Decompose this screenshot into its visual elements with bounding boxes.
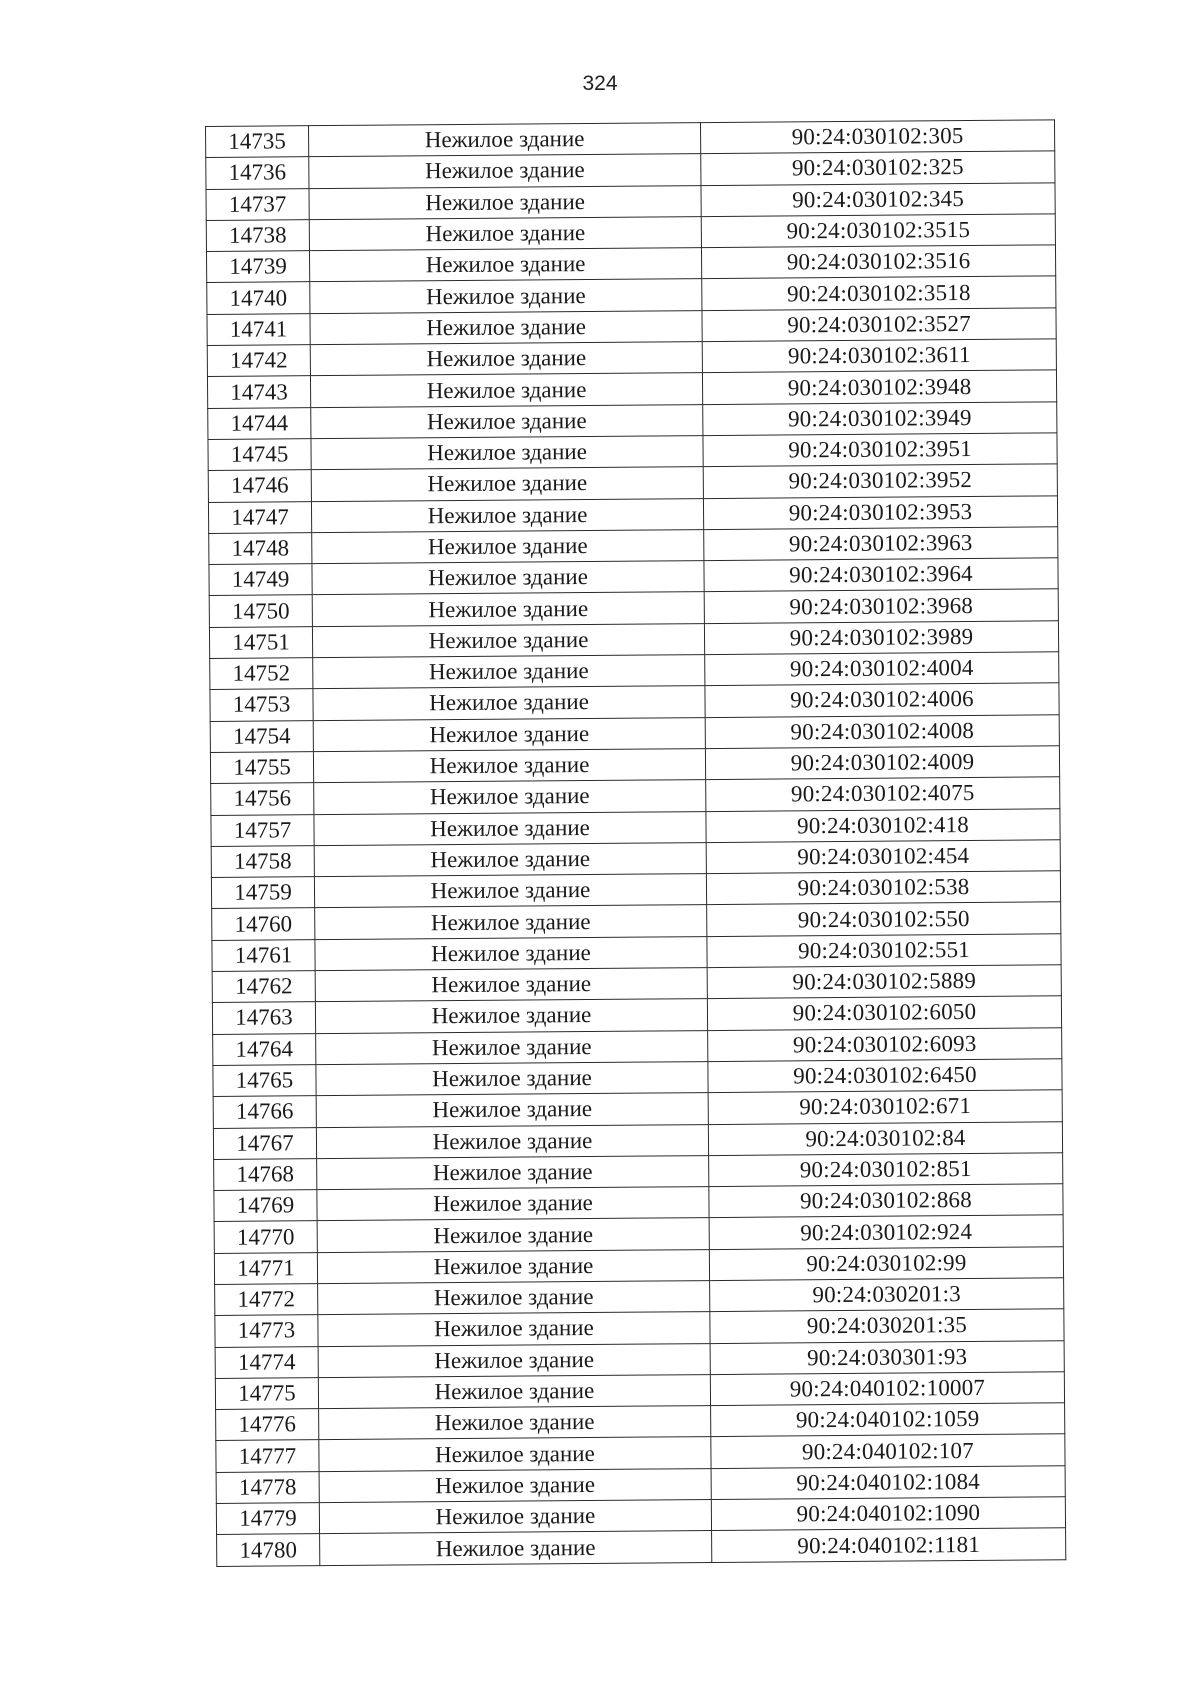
row-number-cell: 14771 — [214, 1252, 317, 1284]
cadastral-number-cell: 90:24:030102:4008 — [705, 714, 1059, 748]
object-type-cell: Нежилое здание — [317, 1218, 709, 1252]
cadastral-number-cell: 90:24:030102:550 — [707, 902, 1061, 936]
object-type-cell: Нежилое здание — [316, 1124, 708, 1158]
cadastral-number-cell: 90:24:030102:3951 — [703, 433, 1057, 467]
object-type-cell: Нежилое здание — [316, 1061, 708, 1095]
object-type-cell: Нежилое здание — [310, 342, 702, 376]
object-type-cell: Нежилое здание — [309, 185, 701, 219]
cadastral-number-cell: 90:24:030301:93 — [710, 1340, 1064, 1374]
cadastral-number-cell: 90:24:030102:924 — [709, 1215, 1063, 1249]
object-type-cell: Нежилое здание — [312, 592, 704, 626]
row-number-cell: 14735 — [206, 126, 309, 158]
cadastral-number-cell: 90:24:030102:325 — [701, 151, 1055, 185]
cadastral-number-cell: 90:24:030102:3952 — [703, 464, 1057, 498]
row-number-cell: 14742 — [207, 345, 310, 377]
object-type-cell: Нежилое здание — [313, 686, 705, 720]
cadastral-number-cell: 90:24:030102:538 — [706, 871, 1060, 905]
cadastral-number-cell: 90:24:030102:551 — [707, 934, 1061, 968]
row-number-cell: 14770 — [214, 1221, 317, 1253]
object-type-cell: Нежилое здание — [319, 1500, 711, 1534]
object-type-cell: Нежилое здание — [320, 1531, 712, 1565]
object-type-cell: Нежилое здание — [314, 780, 706, 814]
object-type-cell: Нежилое здание — [318, 1312, 710, 1346]
cadastral-number-cell: 90:24:030102:6093 — [708, 1027, 1062, 1061]
row-number-cell: 14754 — [210, 720, 313, 752]
row-number-cell: 14778 — [216, 1471, 319, 1503]
cadastral-number-cell: 90:24:040102:10007 — [710, 1372, 1064, 1406]
cadastral-number-cell: 90:24:030102:3953 — [703, 495, 1057, 529]
row-number-cell: 14767 — [213, 1127, 316, 1159]
row-number-cell: 14780 — [217, 1534, 320, 1566]
row-number-cell: 14739 — [206, 251, 309, 283]
cadastral-number-cell: 90:24:040102:1090 — [711, 1497, 1065, 1531]
cadastral-number-cell: 90:24:030102:3989 — [704, 621, 1058, 655]
row-number-cell: 14772 — [215, 1284, 318, 1316]
row-number-cell: 14775 — [215, 1378, 318, 1410]
row-number-cell: 14744 — [208, 407, 311, 439]
row-number-cell: 14763 — [212, 1002, 315, 1034]
cadastral-number-cell: 90:24:030102:6450 — [708, 1059, 1062, 1093]
object-type-cell: Нежилое здание — [311, 467, 703, 501]
row-number-cell: 14764 — [213, 1033, 316, 1065]
object-type-cell: Нежилое здание — [316, 1030, 708, 1064]
object-type-cell: Нежилое здание — [313, 717, 705, 751]
object-type-cell: Нежилое здание — [316, 1093, 708, 1127]
row-number-cell: 14743 — [207, 376, 310, 408]
cadastral-number-cell: 90:24:030102:3964 — [704, 558, 1058, 592]
cadastral-number-cell: 90:24:030102:3949 — [703, 401, 1057, 435]
row-number-cell: 14737 — [206, 188, 309, 220]
cadastral-number-cell: 90:24:030102:3948 — [702, 370, 1056, 404]
object-type-cell: Нежилое здание — [315, 999, 707, 1033]
object-type-cell: Нежилое здание — [309, 248, 701, 282]
object-type-cell: Нежилое здание — [314, 811, 706, 845]
cadastral-number-cell: 90:24:030102:3518 — [702, 276, 1056, 310]
object-type-cell: Нежилое здание — [311, 404, 703, 438]
row-number-cell: 14760 — [212, 908, 315, 940]
object-type-cell: Нежилое здание — [317, 1155, 709, 1189]
row-number-cell: 14736 — [206, 157, 309, 189]
object-type-cell: Нежилое здание — [313, 655, 705, 689]
row-number-cell: 14769 — [214, 1190, 317, 1222]
cadastral-number-cell: 90:24:040102:1084 — [711, 1466, 1065, 1500]
object-type-cell: Нежилое здание — [312, 623, 704, 657]
table-row — [217, 1528, 1066, 1566]
object-type-cell: Нежилое здание — [315, 968, 707, 1002]
cadastral-number-cell: 90:24:030102:868 — [709, 1184, 1063, 1218]
row-number-cell: 14766 — [213, 1096, 316, 1128]
row-number-cell: 14748 — [209, 533, 312, 565]
row-number-cell: 14756 — [211, 783, 314, 815]
row-number-cell: 14758 — [211, 845, 314, 877]
row-number-cell: 14765 — [213, 1065, 316, 1097]
cadastral-number-cell: 90:24:030102:305 — [700, 120, 1054, 154]
row-number-cell: 14753 — [210, 689, 313, 721]
cadastral-number-cell: 90:24:030102:4075 — [706, 777, 1060, 811]
object-type-cell: Нежилое здание — [310, 373, 702, 407]
object-type-cell: Нежилое здание — [311, 498, 703, 532]
row-number-cell: 14749 — [209, 564, 312, 596]
page-number: 324 — [582, 72, 618, 95]
object-type-cell: Нежилое здание — [318, 1374, 710, 1408]
row-number-cell: 14752 — [210, 658, 313, 690]
cadastral-number-cell: 90:24:030102:6050 — [707, 996, 1061, 1030]
cadastral-number-cell: 90:24:040102:1059 — [711, 1403, 1065, 1437]
row-number-cell: 14779 — [216, 1503, 319, 1535]
cadastral-number-cell: 90:24:030102:5889 — [707, 965, 1061, 999]
object-type-cell: Нежилое здание — [313, 749, 705, 783]
registry-table — [205, 119, 1066, 1566]
row-number-cell: 14751 — [209, 626, 312, 658]
row-number-cell: 14761 — [212, 939, 315, 971]
cadastral-number-cell: 90:24:030102:3527 — [702, 308, 1056, 342]
row-number-cell: 14776 — [216, 1409, 319, 1441]
cadastral-number-cell: 90:24:030102:99 — [709, 1246, 1063, 1280]
object-type-cell: Нежилое здание — [317, 1187, 709, 1221]
row-number-cell: 14746 — [208, 470, 311, 502]
row-number-cell: 14757 — [211, 814, 314, 846]
cadastral-number-cell: 90:24:030102:3611 — [702, 339, 1056, 373]
object-type-cell: Нежилое здание — [319, 1406, 711, 1440]
object-type-cell: Нежилое здание — [312, 561, 704, 595]
object-type-cell: Нежилое здание — [311, 436, 703, 470]
object-type-cell: Нежилое здание — [315, 905, 707, 939]
cadastral-number-cell: 90:24:030102:345 — [701, 182, 1055, 216]
row-number-cell: 14740 — [207, 282, 310, 314]
object-type-cell: Нежилое здание — [309, 123, 701, 157]
object-type-cell: Нежилое здание — [309, 154, 701, 188]
row-number-cell: 14773 — [215, 1315, 318, 1347]
cadastral-number-cell: 90:24:030102:3515 — [701, 214, 1055, 248]
cadastral-number-cell: 90:24:030201:3 — [710, 1278, 1064, 1312]
cadastral-number-cell: 90:24:030102:3516 — [701, 245, 1055, 279]
object-type-cell: Нежилое здание — [319, 1468, 711, 1502]
object-type-cell: Нежилое здание — [312, 529, 704, 563]
row-number-cell: 14777 — [216, 1440, 319, 1472]
object-type-cell: Нежилое здание — [317, 1249, 709, 1283]
row-number-cell: 14755 — [210, 752, 313, 784]
object-type-cell: Нежилое здание — [318, 1343, 710, 1377]
row-number-cell: 14759 — [211, 877, 314, 909]
row-number-cell: 14762 — [212, 971, 315, 1003]
cadastral-number-cell: 90:24:030102:84 — [708, 1121, 1062, 1155]
cadastral-number-cell: 90:24:030102:418 — [706, 808, 1060, 842]
cadastral-number-cell: 90:24:040102:107 — [711, 1434, 1065, 1468]
cadastral-number-cell: 90:24:030102:671 — [708, 1090, 1062, 1124]
cadastral-number-cell: 90:24:030102:3968 — [704, 589, 1058, 623]
row-number-cell: 14738 — [206, 220, 309, 252]
object-type-cell: Нежилое здание — [315, 936, 707, 970]
object-type-cell: Нежилое здание — [314, 842, 706, 876]
object-type-cell: Нежилое здание — [309, 216, 701, 250]
cadastral-number-cell: 90:24:040102:1181 — [712, 1528, 1066, 1562]
object-type-cell: Нежилое здание — [319, 1437, 711, 1471]
cadastral-number-cell: 90:24:030102:4004 — [705, 652, 1059, 686]
object-type-cell: Нежилое здание — [318, 1281, 710, 1315]
cadastral-number-cell: 90:24:030201:35 — [710, 1309, 1064, 1343]
cadastral-number-cell: 90:24:030102:4009 — [705, 746, 1059, 780]
row-number-cell: 14747 — [208, 501, 311, 533]
cadastral-number-cell: 90:24:030102:851 — [709, 1153, 1063, 1187]
cadastral-number-cell: 90:24:030102:4006 — [705, 683, 1059, 717]
object-type-cell: Нежилое здание — [310, 279, 702, 313]
row-number-cell: 14745 — [208, 439, 311, 471]
cadastral-number-cell: 90:24:030102:454 — [706, 840, 1060, 874]
row-number-cell: 14750 — [209, 595, 312, 627]
object-type-cell: Нежилое здание — [310, 310, 702, 344]
object-type-cell: Нежилое здание — [314, 874, 706, 908]
row-number-cell: 14741 — [207, 313, 310, 345]
row-number-cell: 14768 — [214, 1158, 317, 1190]
cadastral-number-cell: 90:24:030102:3963 — [704, 527, 1058, 561]
table-body — [206, 120, 1066, 1566]
row-number-cell: 14774 — [215, 1346, 318, 1378]
